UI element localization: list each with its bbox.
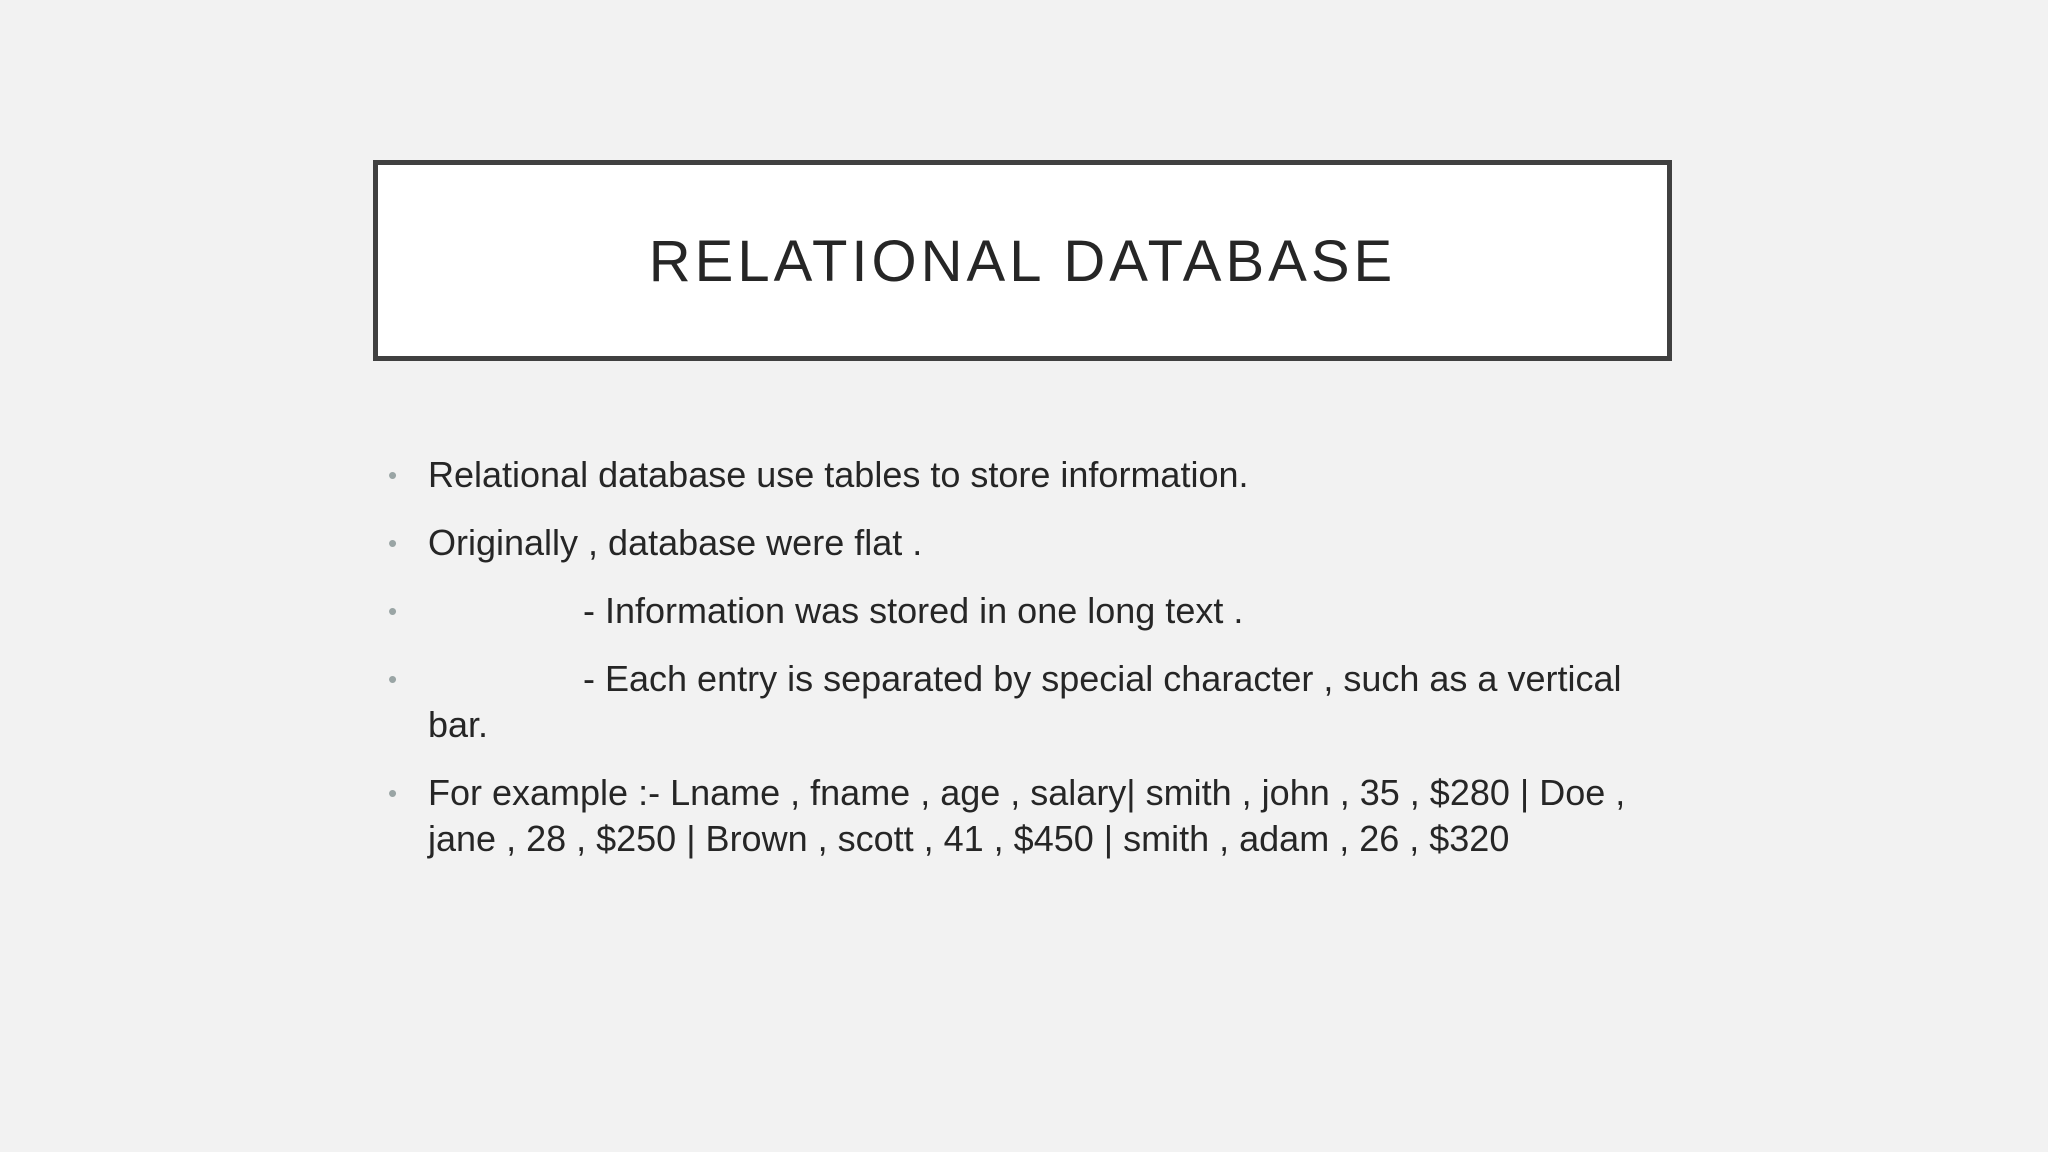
bullet-icon: •	[388, 460, 398, 490]
bullet-text: Originally , database were flat .	[428, 522, 923, 563]
bullet-item	[388, 656, 1678, 748]
bullet-item	[388, 520, 1678, 566]
bullet-icon: •	[388, 778, 398, 808]
title-box	[373, 160, 1672, 361]
bullet-text: - Information was stored in one long text .	[583, 590, 1244, 631]
bullet-list	[388, 452, 1678, 884]
bullet-text: For example :- Lname , fname , age , salary| smith , john , 35 , $280 | Doe , jane , 28 , $250 | Brown , scott , 41 , $450 | smith , adam , 26 , $320	[428, 772, 1626, 859]
slide-title: RELATIONAL DATABASE	[648, 229, 1397, 294]
bullet-item	[388, 770, 1678, 862]
bullet-icon: •	[388, 596, 398, 626]
bullet-text: - Each entry is separated by special character , such as a vertical bar.	[428, 658, 1622, 745]
bullet-icon: •	[388, 664, 398, 694]
bullet-icon: •	[388, 528, 398, 558]
bullet-item	[388, 588, 1678, 634]
bullet-text: Relational database use tables to store information.	[428, 454, 1249, 495]
bullet-item	[388, 452, 1678, 498]
